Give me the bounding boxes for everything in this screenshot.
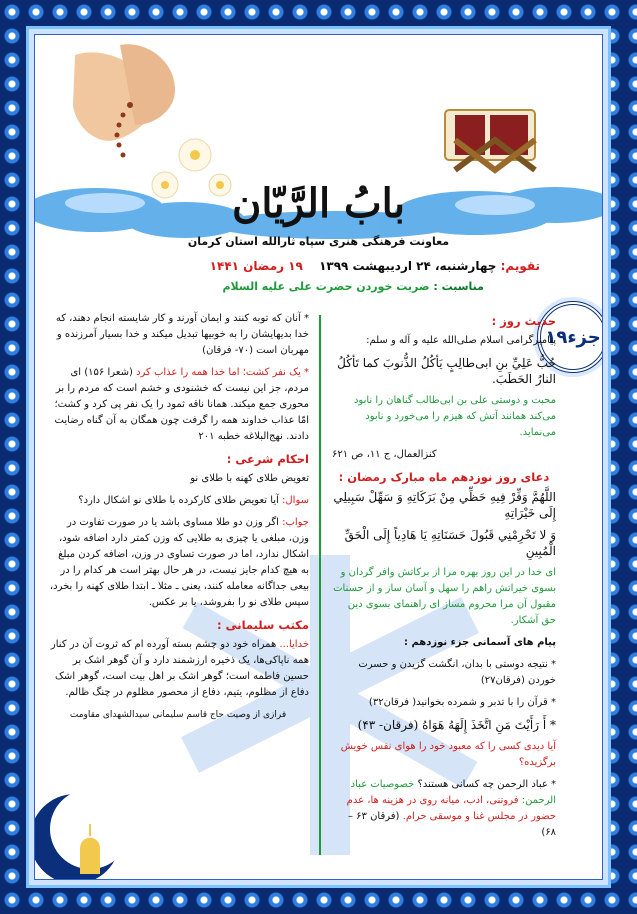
school-source: فرازی از وصیت حاج قاسم سلیمانی سیدالشهدای مقاومت bbox=[69, 710, 287, 720]
dua-arabic-2: وَ لا تَحْرِمْنِي قَبُولَ حَسَنَاتِهِ يَا هَادِياً إِلَى الْحَقِّ الْمُبِينِ bbox=[344, 528, 556, 558]
calendar-date: چهارشنبه، ۲۴ اردیبهشت ۱۳۹۹ bbox=[319, 259, 497, 273]
juz-badge: جزء۱۹ bbox=[537, 301, 603, 373]
hadith-intro: پیامبرگرامی اسلام صلی‌الله علیه و آله و سلم: bbox=[366, 335, 556, 346]
school-heading: مکتب سلیمانی : bbox=[217, 618, 309, 632]
hadith-source: کنزالعمال، ج ۱۱، ص ۶۲۱ bbox=[332, 449, 437, 460]
occasion-label: مناسبت : bbox=[433, 280, 484, 293]
page-paper bbox=[34, 34, 603, 880]
column-divider bbox=[319, 315, 321, 855]
right-column bbox=[332, 311, 556, 847]
message-1: * نتیجه دوستی با بدان، انگشت گزیدن و حسرت خوردن (فرقان۲۷) bbox=[358, 659, 556, 686]
verse-2-highlight: * یک نفر کشت؛ اما خدا همه را عذاب کرد bbox=[136, 367, 309, 378]
calendar-label: تقویم: bbox=[500, 259, 540, 273]
message-4-text: فروتنی، ادب، میانه روی در هزینه ها، عدم حضور در مجلس غنا و موسقی حرام. bbox=[346, 795, 556, 822]
message-4 bbox=[332, 777, 556, 841]
hadith-arabic: حُبُّ عَلِيِّ بنِ ابی‌طالِبٍ یَأکُلُ الذُّنوبَ کما تَأکُلُ النارُ الحَطَبَ. bbox=[337, 356, 556, 386]
question-text: آیا تعویض طلای کارکرده با طلای نو اشکال دارد؟ bbox=[78, 495, 279, 506]
calendar-hijri: ۱۹ رمضان ۱۴۴۱ bbox=[209, 259, 303, 273]
verse-2-ref: (شعرا ۱۵۶) bbox=[84, 367, 133, 378]
answer bbox=[47, 515, 309, 611]
calendar-line bbox=[210, 259, 540, 273]
verse-2 bbox=[47, 365, 309, 445]
dua-arabic-1: اللَّهُمَّ وَفِّرْ فِيهِ حَظِّي مِنْ بَرَكَاتِهِ وَ سَهِّلْ سَبِيلِي إِلَى خَيْرَاتِهِ bbox=[333, 490, 556, 520]
message-3: * أَ رَأَيْتَ مَنِ اتَّخَذَ إِلَهَهُ هَوَاهُ (فرقان- ۴۳) bbox=[357, 718, 556, 732]
message-3-translation: آیا دیدی کسی را که معبود خود را هوای نفس خویش برگزیده؟ bbox=[340, 741, 556, 768]
crescent-dome-icon bbox=[34, 779, 135, 880]
message-2: * قرآن را با تدبر و شمرده بخوانید( فرقان۳۲) bbox=[368, 697, 556, 708]
occasion-line bbox=[222, 280, 484, 293]
verse-2-text: ای مردم، جز این نیست که خشنودی و خشم است که مردم را بر محوری جمع میکند. همانا ناقه ثمود را یک نفر پی کرد و کشت؛ امّا عذاب خداوند همه را گرفت چون همگان به آن گناه رضایت دادند. bbox=[54, 367, 309, 442]
message-4-ref: (فرقان ۶۳ – ۶۸) bbox=[347, 811, 556, 838]
messages-heading: پیام های آسمانی جزء نوزدهم : bbox=[403, 637, 556, 648]
answer-text: اگر وزن دو طلا مساوی باشد یا در صورت تفاوت در وزن، مبلغی یا چیزی به طلایی که وزن کمتر دارد اضافه شود، اشکال ندارد، اما در صورت تساوی در وزن، اضافه کردن مبلغ به هیچ کدام جایز نیست، در هر حال بهتر است هر کدام را در بیعی جداگانه معامله کنند، یعنی ـ مثلا ـ ابتدا طلای کهنه را بخرد، سپس طلای نو را بفروشد، یا بر عکس. bbox=[49, 517, 309, 608]
school-quote bbox=[47, 637, 309, 701]
message-4-prefix: * عباد الرحمن چه کسانی هستند؟ bbox=[417, 779, 556, 790]
page-subtitle: معاونت فرهنگی هنری سپاه ثارالله استان کرمان bbox=[187, 235, 450, 248]
ahkam-heading: احکام شرعی : bbox=[226, 452, 309, 466]
answer-label: جواب: bbox=[282, 517, 309, 528]
hadith-translation: محبت و دوستی علی بن ابی‌طالب گناهان را نابود می‌کند همانند آتش که هیزم را می‌خورد و نابود می‌نماید. bbox=[353, 395, 556, 438]
left-column bbox=[47, 311, 309, 729]
dua-heading: دعای روز نوزدهم ماه مبارک رمضان : bbox=[338, 470, 550, 484]
occasion-text: ضربت خوردن حضرت علی علیه السلام bbox=[222, 280, 430, 293]
question-label: سوال: bbox=[282, 495, 309, 506]
ahkam-title: تعویض طلای کهنه با طلای نو bbox=[190, 473, 309, 484]
verse-1: * آنان که توبه کنند و ایمان آورند و کار شایسته انجام دهند، که خدا بدیهایشان را به خوبیها تبدیل میکند و خدا بسیار آمرزنده و مهربان است (۷۰- فرقان) bbox=[55, 313, 309, 356]
hadith-heading: حدیث روز : bbox=[491, 314, 556, 328]
school-highlight: خدایا... bbox=[279, 639, 309, 650]
dua-translation: ای خدا در این روز بهره مرا از برکاتش وافر گردان و بسوی خیراتش راهم را سهل و آسان ساز و از حسنات مقبول آن مرا محروم مساز ای راهنمای بسوی دین حق آشکار. bbox=[333, 567, 556, 626]
school-text: همراه خود دو چشم بسته آورده ام که ثروت آن در کنار همه ناپاکی‌ها، یک ذخیره ارزشمند دارد و آن گوهر اشک بر حسین فاطمه است؛ گوهر اشک بر اهل بیت است، گوهر اشک دفاع از مظلوم، یتیم، دفاع از محصور مظلوم در چنگ ظالم. bbox=[50, 639, 309, 698]
page-title: بابُ الرَّیّان bbox=[232, 180, 405, 227]
message-4-highlight: خصوصیات عباد الرحمن: bbox=[350, 779, 556, 806]
verse-2-source: نهج‌البلاغه خطبه ۲۰۱ bbox=[198, 431, 283, 442]
question bbox=[47, 493, 309, 509]
